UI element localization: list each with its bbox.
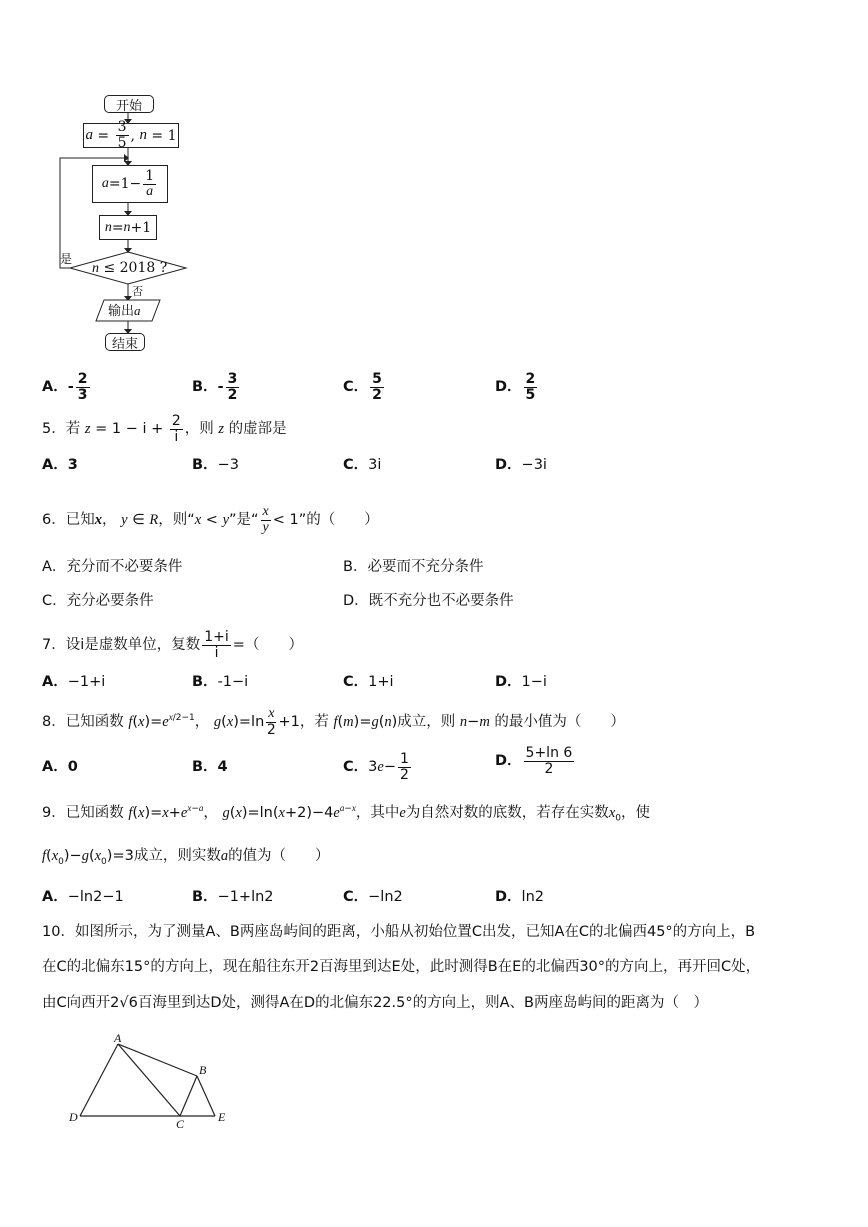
q4-option-c: C． $\frac{5}{2}$	[343, 371, 382, 403]
q8-option-a: A．0	[42, 759, 78, 775]
line-da	[80, 1044, 118, 1116]
flowchart-init: a = $\frac{3}{5}$ , n = 1	[83, 123, 179, 148]
q5-option-b: B．−3	[192, 457, 239, 473]
q5-stem: 5．若 z = 1 − i + $\frac{2}{i}$ ，则 z 的虚部是	[42, 413, 287, 445]
line-ab	[118, 1044, 197, 1076]
flowchart-no-label: 否	[132, 285, 143, 298]
q10-line3: 由C向西开2√6百海里到达D处，测得A在D的北偏东22.5°的方向上，则A、B两座岛屿间的距离为（ ）	[42, 995, 708, 1011]
q7-stem: 7．设i是虚数单位，复数 $\frac{1+i}{i}$ =（ ）	[42, 629, 303, 661]
q9-option-a: A．−ln2−1	[42, 889, 124, 905]
q4-option-b: B．- $\frac{3}{2}$	[192, 371, 238, 403]
q9-option-c: C．−ln2	[343, 889, 403, 905]
q8-option-b: B．4	[192, 759, 228, 775]
flowchart-output: 输出a	[108, 303, 141, 319]
q6-stem: 6．已知x， y ∈ R，则“x < y”是“ $\frac{x}{y}$ < 1”的（ ）	[42, 504, 379, 535]
q7-option-a: A．−1+i	[42, 674, 106, 690]
label-d: D	[69, 1110, 78, 1124]
q4-option-d: D． $\frac{2}{5}$	[495, 371, 536, 403]
q6-option-a: A．充分而不必要条件	[42, 559, 183, 575]
label-a: A	[114, 1031, 122, 1045]
q10-line1: 10．如图所示，为了测量A、B两座岛屿间的距离，小船从初始位置C出发，已知A在C的北偏西45°的方向上，B	[42, 924, 756, 940]
line-be	[197, 1076, 215, 1116]
q5-option-d: D．−3i	[495, 457, 547, 473]
q8-option-d: D． $\frac{5+\ln 6}{2}$	[495, 745, 573, 777]
q8-stem: 8．已知函数 $f(x)=e^{x/2-1}$， g(x)=ln $\frac{x}{2}$ +1，若 f(m)=g(n)成立，则 n−m 的最小值为（ ）	[42, 706, 625, 738]
q9-option-d: D．ln2	[495, 889, 544, 905]
flowchart-step-a: a =1− $\frac{1}{a}$	[92, 165, 168, 203]
flowchart-step-n: n = n +1	[99, 215, 157, 240]
q9-stem-line1: 9．已知函数 $f(x)=x+e^{x-a}$， $g(x)=\ln(x+2)-4e^{a-x}$，其中e为自然对数的底数，若存在实数$x_0$，使	[42, 803, 650, 824]
line-bc	[180, 1076, 197, 1116]
label-e: E	[218, 1110, 226, 1124]
q7-option-c: C．1+i	[343, 674, 394, 690]
q6-option-b: B．必要而不充分条件	[343, 559, 484, 575]
label-b: B	[199, 1063, 207, 1077]
geometry-figure	[60, 1030, 250, 1130]
q4-option-a: A．- $\frac{2}{3}$	[42, 371, 88, 403]
flowchart-yes-label: 是	[60, 252, 73, 266]
q9-option-b: B．−1+ln2	[192, 889, 274, 905]
q10-line2: 在C的北偏东15°的方向上，现在船往东开2百海里到达E处，此时测得B在E的北偏西30°的方向上，再开回C处，	[42, 959, 761, 975]
q5-option-a: A．3	[42, 457, 78, 473]
q5-option-c: C．3i	[343, 457, 382, 473]
flowchart-condition: n ≤ 2018 ?	[92, 260, 168, 276]
q6-option-d: D．既不充分也不必要条件	[343, 593, 514, 609]
q8-option-c: C．3e− $\frac{1}{2}$	[343, 751, 409, 783]
q7-option-d: D．1−i	[495, 674, 547, 690]
q9-stem-line2: $f(x_0)-g(x_0)=3$成立，则实数a的值为（ ）	[42, 848, 330, 867]
line-ac	[118, 1044, 180, 1116]
flowchart-end: 结束	[105, 333, 145, 351]
q6-option-c: C．充分必要条件	[42, 593, 154, 609]
flowchart-start: 开始	[104, 95, 154, 113]
q7-option-b: B．-1−i	[192, 674, 249, 690]
label-c: C	[176, 1117, 185, 1130]
